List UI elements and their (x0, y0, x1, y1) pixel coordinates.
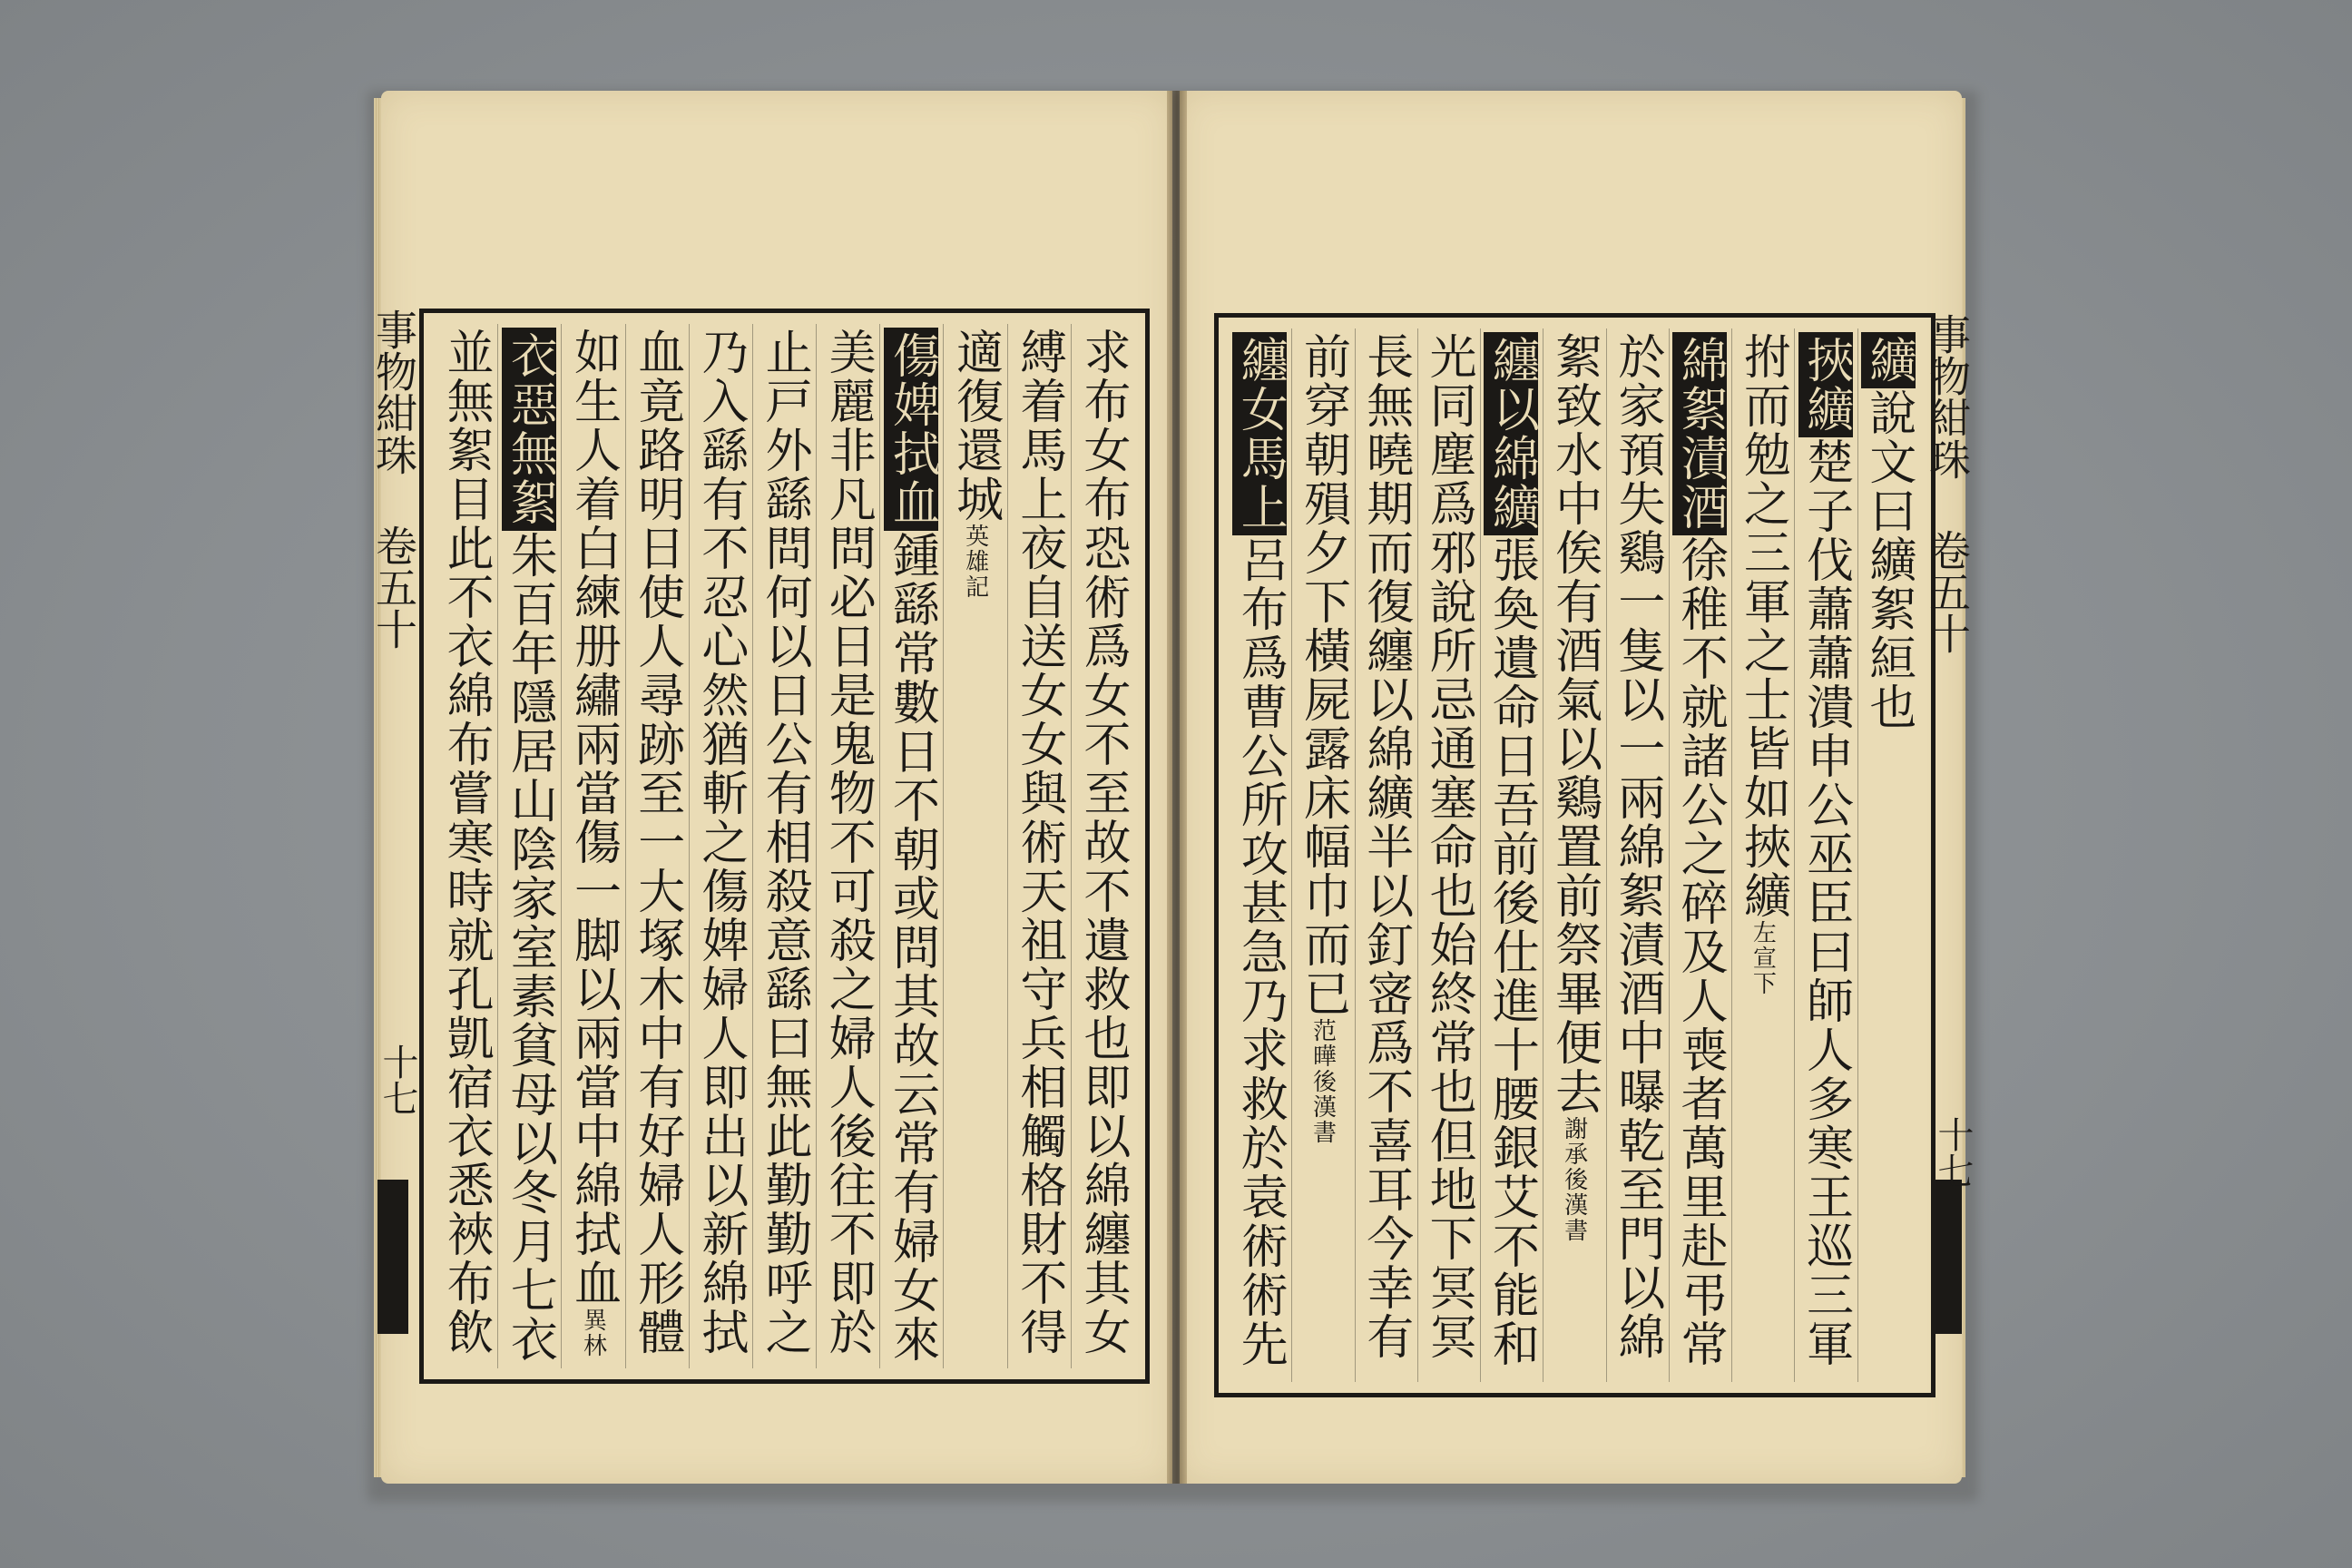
left-banxin-title: 事物紺珠 卷五十 (369, 309, 418, 650)
text-column: 並無絮目此不衣綿布嘗寒時就孔凱宿衣悉裌布飲 (438, 328, 494, 1357)
entry-heading: 衣惡無絮 (502, 328, 556, 531)
text-column: 絮致水中俟有酒氣以鷄置前祭畢便去謝承後漢書 (1543, 328, 1605, 1382)
right-text-columns (1230, 328, 1920, 1382)
text-column: 止戸外繇問何以日公有相殺意繇曰無此勤勤呼之 (752, 324, 816, 1368)
right-fishtail-mark (1931, 1180, 1962, 1334)
text-column: 衣惡無絮朱百年隱居山陰家室素貧母以冬月七衣 (497, 324, 561, 1368)
entry-heading: 纏女馬上 (1232, 332, 1287, 535)
right-page-number: 十七 (1932, 1116, 1974, 1189)
text-column: 挾纊楚子伐蕭蕭潰申公巫臣曰師人多寒王巡三軍 (1794, 328, 1857, 1382)
source-annotation: 謝承後漢書 (1560, 1116, 1588, 1243)
source-annotation: 英雄記 (961, 524, 989, 600)
left-text-columns (435, 324, 1134, 1368)
left-page-number: 十七 (377, 1044, 418, 1116)
text-column: 纏以綿纊張奐遺命日吾前後仕進十腰銀艾不能和 (1480, 328, 1543, 1382)
entry-heading: 挾纊 (1798, 332, 1853, 437)
source-annotation: 范曄後漢書 (1308, 1018, 1337, 1145)
text-column: 於家預失鷄一隻以一兩綿絮漬酒中曝乾至門以綿 (1606, 328, 1669, 1382)
text-column: 纊說文曰纊絮絙也 (1857, 328, 1920, 1382)
text-column: 綿絮漬酒徐稚不就諸公之碎及人喪者萬里赴弔常 (1669, 328, 1731, 1382)
entry-heading: 纊 (1861, 332, 1916, 388)
text-column: 美麗非凡問必日是鬼物不可殺之婦人後往不即於 (816, 324, 879, 1368)
text-column: 縛着馬上夜自送女女與術天祖守兵相觸格財不得 (1007, 324, 1071, 1368)
right-banxin-title: 事物紺珠 卷五十 (1923, 313, 1972, 654)
source-annotation: 左宣下 (1749, 920, 1777, 996)
entry-heading: 傷婢拭血 (884, 328, 938, 531)
text-column: 血竟路明日使人尋跡至一大塚木中有好婦人形體 (625, 324, 689, 1368)
right-text-frame (1214, 313, 1936, 1397)
text-column: 拊而勉之三軍之士皆如挾纊左宣下 (1731, 328, 1794, 1382)
book-gutter (1167, 91, 1187, 1484)
text-column: 乃入繇有不忍心然猶斬之傷婢婦人即出以新綿拭 (689, 324, 752, 1368)
text-column: 纏女馬上呂布爲曹公所攻甚急乃求救於袁術術先 (1230, 328, 1291, 1382)
text-column: 長無曉期而復纏以綿纊半以釘宻爲不喜耳今幸有 (1355, 328, 1417, 1382)
left-fishtail-mark (377, 1180, 408, 1334)
text-column: 傷婢拭血鍾繇常數日不朝或問其故云常有婦女來 (879, 324, 943, 1368)
text-column: 求布女布恐術爲女不至故不遺救也即以綿纏其女 (1071, 324, 1134, 1368)
text-column: 如生人着白練册繡兩當傷一脚以兩當中綿拭血異林 (561, 324, 624, 1368)
entry-heading: 纏以綿纊 (1484, 332, 1538, 535)
text-column: 適復還城英雄記 (943, 324, 1006, 1368)
text-column: 光同塵爲邪說所忌通塞命也始終常也但地下冥冥 (1417, 328, 1480, 1382)
text-column: 前穿朝殞夕下橫屍露床幅巾而已范曄後漢書 (1291, 328, 1354, 1382)
entry-heading: 綿絮漬酒 (1672, 332, 1727, 535)
source-annotation: 異林 (579, 1308, 607, 1358)
left-text-frame (419, 309, 1150, 1384)
